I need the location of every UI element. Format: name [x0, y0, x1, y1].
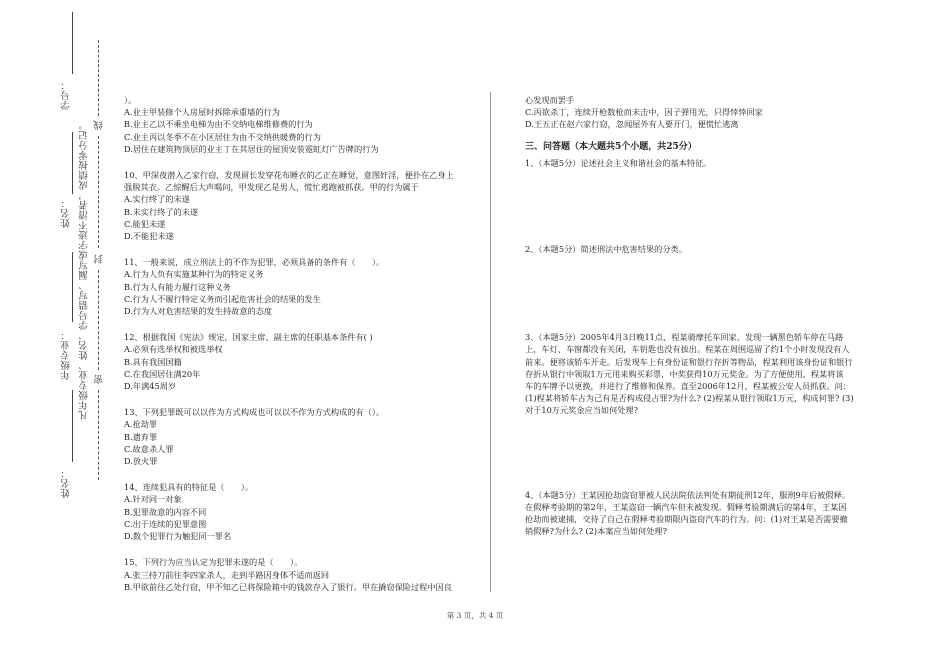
binding-warning: 凡年级专业、姓名、学号错写、漏写或字迹不清者，成绩按零分记。 [79, 120, 90, 420]
option-line: C.出于连续的犯罪意图 [124, 518, 207, 529]
school-label: 姓名： [61, 468, 72, 498]
text-line: 对于10万元奖金应当如何处理? [525, 405, 639, 416]
option-line: B.行为人有能力履行这种义务 [124, 281, 231, 292]
option-line: D.行为人对危害结果的发生持故意的态度 [124, 306, 273, 317]
option-line: C.业主丙以冬季不在小区居住为由不交纳供暖费的行为 [124, 131, 321, 142]
section-title: 三、问答题（本大题共5个小题，共25分） [525, 141, 697, 152]
right-column [525, 94, 925, 537]
text-line: (1)程某将轿车占为己有是否构成侵占罪?为什么? (2)程某从银行领取1万元，构成何罪? (3) [525, 393, 854, 404]
option-line: C.丙欲杀丁，连续开枪数枪而未击中，因子弹用光，只得悻悻回家 [525, 107, 763, 118]
school-line [72, 390, 73, 462]
text-line: 车的车牌予以更换，并进行了维修和保养。直至2006年12月，程某被公安人员抓获。问： [525, 381, 852, 392]
question-14: 14、连续犯具有的特征是（ ）。 [124, 482, 254, 493]
option-line: C.行为人不履行特定义务而引起危害社会的结果的发生 [124, 293, 321, 304]
question-12: 12、根据我国《宪法》规定，国家主席、副主席的任职基本条件有( ) [124, 332, 373, 343]
option-line: A.业主甲装修个人房屋时拆除承重墙的行为 [124, 107, 280, 118]
left-column [124, 94, 484, 593]
binding-margin [0, 0, 120, 672]
name-label: 姓名： [61, 198, 72, 228]
essay-question-2: 2、（本题5分）简述刑法中危害结果的分类。 [525, 244, 687, 255]
option-line: A.抢劫罪 [124, 419, 158, 430]
text-line: 上，车灯、车窗都没有关闭，车钥匙也没有拔出。程某在周围巡留了约1个小时发现没有人 [525, 344, 850, 355]
text-line: 存折从银行中领取1万元用来购买彩票，中奖获得10万元奖金。为了方便使用，程某将该 [525, 368, 844, 379]
option-line: C.故意杀人罪 [124, 443, 174, 454]
option-line: A.实行终了的未遂 [124, 194, 190, 205]
answer-space [525, 255, 925, 331]
major-label: 年级专业： [61, 330, 72, 380]
page-footer: 第 3 页，共 4 页 [446, 611, 504, 620]
mark-mi: 密 [94, 374, 105, 384]
option-line: A.张三持刀前往李四家杀人，走到半路因身体不适而返回 [124, 569, 330, 580]
option-line: D.不能犯未遂 [124, 231, 174, 242]
option-line: B.犯罪故意的内容不同 [124, 506, 207, 517]
option-line: D.居住在建筑物顶层的业主丁在其居住的屋顶安装霓虹灯广告牌的行为 [124, 143, 379, 154]
question-10: 10、甲深夜潜入乙家行窃，发现留长发穿花布睡衣的乙正在睡觉，意图奸淫，便扑在乙身上 [124, 170, 454, 181]
column-divider [490, 92, 491, 592]
text-line: 销假释?为什么? (2)本案应当如何处理? [525, 526, 667, 537]
option-line: A.针对同一对象 [124, 494, 182, 505]
option-line: A.行为人负有实施某种行为的特定义务 [124, 269, 264, 280]
option-line: B.具有我国国籍 [124, 356, 182, 367]
name-line [72, 132, 73, 194]
question-13: 13、下列犯罪既可以以作为方式构成也可以以不作为方式构成的有（）。 [124, 407, 385, 418]
seal-line [98, 270, 99, 370]
answer-space [525, 417, 925, 489]
option-line: D.王五正在赵六家行窃，忽闻屋外有人要开门，便慌忙逃离 [525, 119, 739, 130]
mark-feng: 封 [94, 254, 105, 264]
text-line: 心发现而罢手 [525, 95, 575, 105]
option-line: C.在我国居住满20年 [124, 368, 201, 379]
major-line [72, 252, 73, 322]
student-id-label: 学号： [61, 80, 72, 110]
student-id-line [72, 12, 73, 74]
answer-space [525, 169, 925, 243]
question-15: 15、下列行为应当认定为犯罪未遂的是（ ）。 [124, 557, 303, 568]
option-line: B.遗弃罪 [124, 431, 158, 442]
option-line: B.甲欲前往乙处行窃，甲不知乙已将保险箱中的钱款存入了银行。甲在撬窃保险过程中因良 [124, 581, 452, 592]
essay-question-1: 1、（本题5分）论述社会主义和谐社会的基本特征。 [525, 157, 712, 168]
option-line: D.年满45周岁 [124, 381, 177, 392]
text-line: 前来。便将该轿车开走。后发现车上有身份证和银行存折等物品，程某利用该身份证和银行 [525, 356, 853, 367]
mark-xian: 线 [94, 120, 105, 130]
option-line: B.业主乙以不乘坐电梯为由不交纳电梯维修费的行为 [124, 119, 313, 130]
essay-question-3: 3、（本题5分）2005年4月3日晚11点，程某骑摩托车回家，发现一辆黑色轿车停在马路 [525, 332, 844, 343]
essay-question-4: 4、（本题5分）王某因抢劫盗窃罪被人民法院依法判处有期徒刑12年，服刑9年后被假释。 [525, 489, 850, 500]
seal-line [98, 40, 99, 116]
option-line: C.能犯未遂 [124, 218, 166, 229]
text-line: 抢劫而被逮捕，交待了自己在假释考验期限内盗窃汽车的行为。问：(1)对王某是否需要撤 [525, 514, 848, 525]
text-line: ）。 [124, 95, 137, 105]
option-line: B.未实行终了的未遂 [124, 206, 199, 217]
question-10-cont: 强脱其衣。乙惊醒后大声喝问，甲发现乙是男人，慌忙逃跑被抓获。甲的行为属于 [124, 182, 419, 193]
option-line: D.放火罪 [124, 456, 158, 467]
option-line: A.必须有选举权和被选举权 [124, 344, 223, 355]
text-line: 在假释考验期的第2年，王某盗窃一辆汽车但未被发现。假释考验期满后的第4年，王某因 [525, 501, 847, 512]
option-line: D.数个犯罪行为触犯同一罪名 [124, 531, 232, 542]
seal-line [98, 390, 99, 480]
seal-line [98, 136, 99, 248]
question-11: 11、一般来说，成立刑法上的不作为犯罪，必须具备的条件有（ ）。 [124, 257, 385, 268]
